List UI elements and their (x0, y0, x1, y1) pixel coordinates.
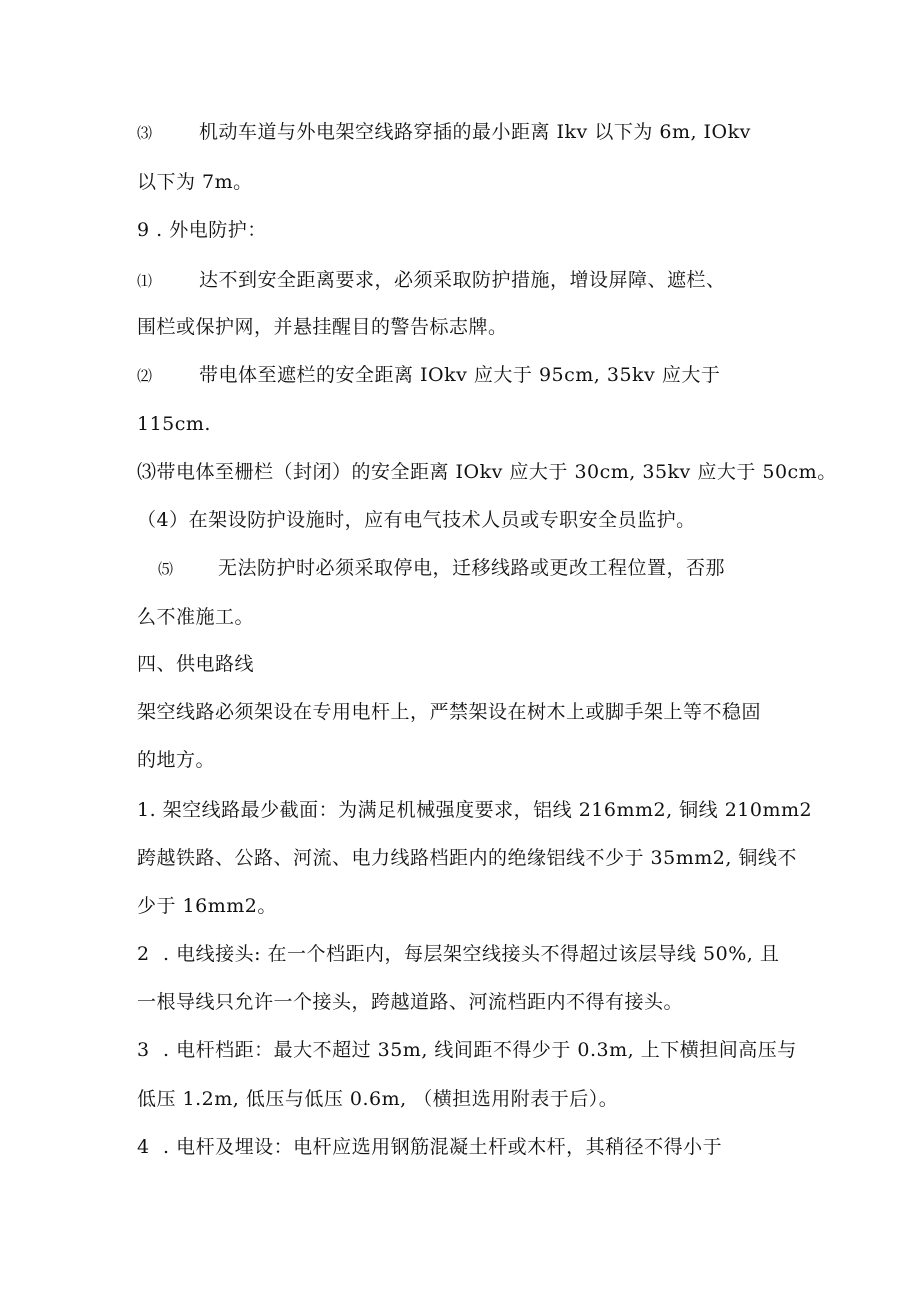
list-marker: 4 (137, 1136, 150, 1158)
line-text: 机动车道与外电架空线路穿插的最小距离 Ikv 以下为 6m, IOkv (199, 121, 751, 143)
text-line (137, 894, 277, 918)
line-text: 么不准施工。 (137, 606, 255, 628)
line-text: 9 . 外电防护： (137, 219, 267, 241)
text-line (137, 1087, 618, 1111)
text-line (137, 798, 812, 822)
line-text: 的地方。 (137, 749, 216, 771)
text-line (137, 170, 253, 194)
text-line (137, 605, 254, 629)
text-line (137, 315, 508, 339)
line-text: 达不到安全距离要求，必须采取防护措施，增设屏障、遮栏、 (199, 269, 726, 291)
text-line (137, 990, 683, 1014)
line-text: . 电杆及埋设：电杆应选用钢筋混凝土杆或木杆，其稍径不得小于 (163, 1136, 723, 1158)
text-line (137, 1135, 722, 1159)
text-line (158, 556, 725, 581)
line-text: 围栏或保护网，并悬挂醒目的警告标志牌。 (137, 316, 508, 338)
line-text: 无法防护时必须采取停电，迁移线路或更改工程位置，否那 (218, 557, 726, 579)
text-line (137, 120, 751, 145)
list-marker: ⑶ (137, 124, 153, 142)
line-text: 低压 1.2m, 低压与低压 0.6m, （横担选用附表于后）。 (137, 1088, 619, 1110)
line-text: 跨越铁路、公路、河流、电力线路档距内的绝缘铝线不少于 35mm2, 铜线不 (137, 847, 797, 869)
line-text: 一根导线只允许一个接头，跨越道路、河流档距内不得有接头。 (137, 991, 684, 1013)
line-text: 以下为 7m。 (137, 171, 253, 193)
list-marker: ⑵ (137, 367, 153, 385)
list-marker: 3 (137, 1039, 150, 1061)
line-text: 带电体至遮栏的安全距离 IOkv 应大于 95cm, 35kv 应大于 (199, 364, 721, 386)
line-text: （4）在架设防护设施时，应有电气技术人员或专职安全员监护。 (137, 509, 696, 531)
text-line (137, 412, 211, 436)
list-marker: ⑴ (137, 272, 153, 290)
line-text: 少于 16mm2。 (137, 895, 277, 917)
text-line (137, 942, 779, 966)
text-line (137, 508, 696, 532)
line-text: 115cm. (137, 413, 211, 435)
text-line (137, 1038, 797, 1062)
list-marker: ⑸ (158, 560, 174, 578)
line-text: 四、供电路线 (137, 653, 255, 675)
text-line (137, 268, 726, 293)
line-text: ⑶带电体至栅栏（封闭）的安全距离 IOkv 应大于 30cm, 35kv 应大于 50cm。 (137, 461, 837, 483)
text-line (137, 700, 761, 724)
line-text: 架空线路必须架设在专用电杆上，严禁架设在树木上或脚手架上等不稳固 (137, 701, 762, 723)
text-line (137, 846, 797, 870)
list-marker: 2 (137, 943, 150, 965)
section-heading (137, 218, 267, 242)
text-line (137, 460, 837, 484)
line-text: . 电杆档距：最大不超过 35m, 线间距不得少于 0.3m, 上下横担间高压与 (163, 1039, 797, 1061)
text-line (137, 748, 215, 772)
text-line (137, 363, 720, 388)
section-heading (137, 652, 254, 676)
line-text: . 电线接头: 在一个档距内，每层架空线接头不得超过该层导线 50%, 且 (163, 943, 780, 965)
line-text: 1. 架空线路最少截面：为满足机械强度要求，铝线 216mm2, 铜线 210mm2 (137, 799, 813, 821)
